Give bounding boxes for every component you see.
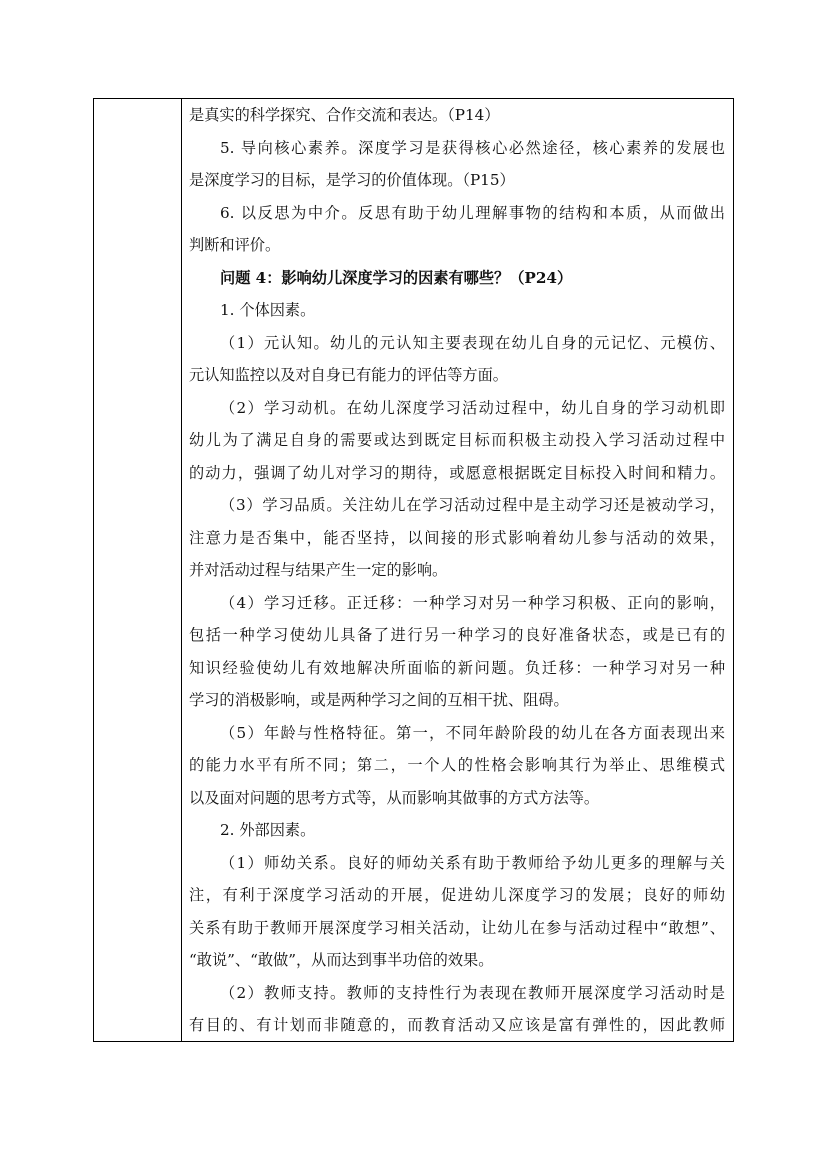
question-heading: 问题 4：影响幼儿深度学习的因素有哪些？（P24） <box>220 268 573 287</box>
text-line: 元认知监控以及对自身已有能力的评估等方面。 <box>189 366 508 384</box>
text-line: （1）师幼关系。良好的师幼关系有助于教师给予幼儿更多的理解与关 <box>220 853 725 872</box>
text-line: （1）元认知。幼儿的元认知主要表现在幼儿自身的元记忆、元模仿、 <box>220 333 725 352</box>
text-line: （4）学习迁移。正迁移：一种学习对另一种学习积极、正向的影响， <box>220 593 725 612</box>
text-line: 学习的消极影响，或是两种学习之间的互相干扰、阻碍。 <box>189 691 569 709</box>
text-line: （2）学习动机。在幼儿深度学习活动过程中，幼儿自身的学习动机即 <box>220 398 725 417</box>
text-line: 6. 以反思为中介。反思有助于幼儿理解事物的结构和本质，从而做出 <box>220 203 725 222</box>
text-line: 知识经验使幼儿有效地解决所面临的新问题。负迁移：一种学习对另一种 <box>189 658 725 677</box>
text-line: 判断和评价。 <box>189 236 281 254</box>
text-line: 注意力是否集中，能否坚持，以间接的形式影响着幼儿参与活动的效果， <box>189 528 725 547</box>
content-table <box>93 98 734 1042</box>
text-line: “敢说”、“敢做”，从而达到事半功倍的效果。 <box>189 951 494 969</box>
text-column-cell <box>182 99 733 1041</box>
text-line: 2. 外部因素。 <box>220 821 316 839</box>
left-column-cell <box>94 99 182 1041</box>
text-line: 的动力，强调了幼儿对学习的期待，或愿意根据既定目标投入时间和精力。 <box>189 463 725 482</box>
text-line: （5）年龄与性格特征。第一，不同年龄阶段的幼儿在各方面表现出来 <box>220 723 725 742</box>
text-line: 是真实的科学探究、合作交流和表达。（P14） <box>189 106 500 124</box>
text-line: （3）学习品质。关注幼儿在学习活动过程中是主动学习还是被动学习， <box>220 496 725 514</box>
text-line: 1. 个体因素。 <box>220 301 316 319</box>
text-line: 幼儿为了满足自身的需要或达到既定目标而积极主动投入学习活动过程中 <box>189 431 725 449</box>
text-line: 的能力水平有所不同；第二，一个人的性格会影响其行为举止、思维模式 <box>189 756 725 774</box>
text-line: （2）教师支持。教师的支持性行为表现在教师开展深度学习活动时是 <box>220 983 725 1002</box>
text-line: 包括一种学习使幼儿具备了进行另一种学习的良好准备状态，或是已有的 <box>189 626 725 644</box>
text-line: 注，有利于深度学习活动的开展，促进幼儿深度学习的发展；良好的师幼 <box>189 886 725 904</box>
text-line: 并对活动过程与结果产生一定的影响。 <box>189 561 448 579</box>
text-line: 是深度学习的目标，是学习的价值体现。（P15） <box>189 171 515 189</box>
text-line: 5. 导向核心素养。深度学习是获得核心必然途径，核心素养的发展也 <box>220 138 725 157</box>
text-line: 有目的、有计划而非随意的，而教育活动又应该是富有弹性的，因此教师 <box>189 1016 725 1034</box>
text-line: 以及面对问题的思考方式等，从而影响其做事的方式方法等。 <box>189 788 600 807</box>
text-line: 关系有助于教师开展深度学习相关活动，让幼儿在参与活动过程中“敢想”、 <box>189 918 725 937</box>
